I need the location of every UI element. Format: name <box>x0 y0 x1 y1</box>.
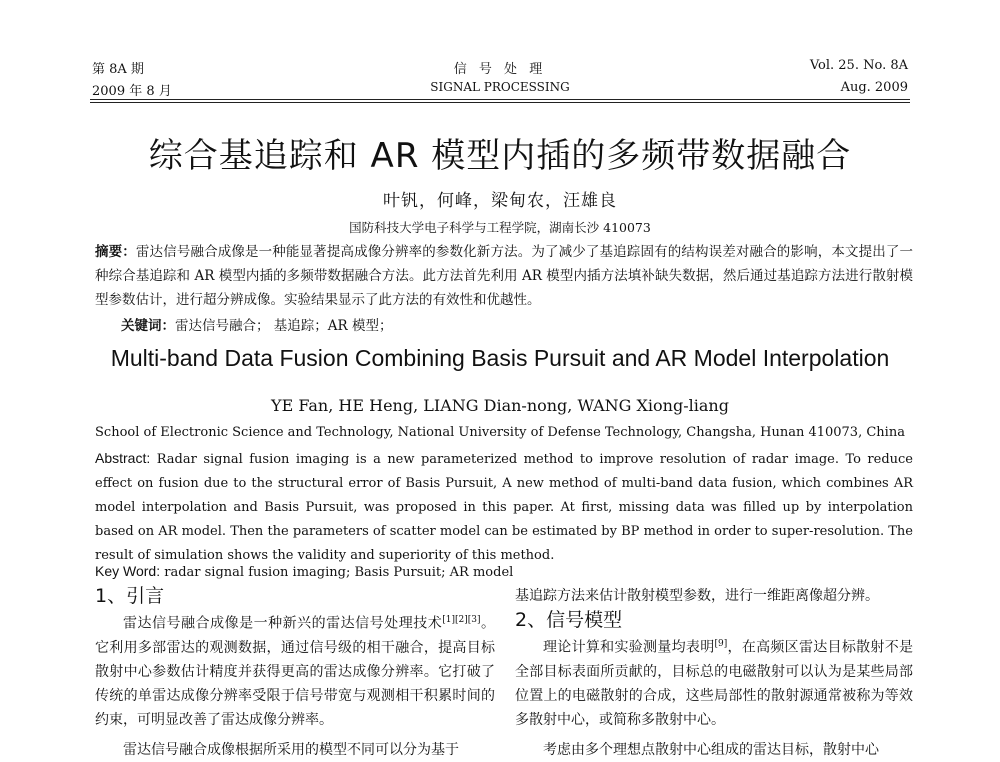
right-column <box>515 584 913 762</box>
paper-title-en: Multi-band Data Fusion Combining Basis Pursuit and AR Model Interpolation <box>110 345 890 371</box>
keywords-cn-text: 雷达信号融合； 基追踪；AR 模型； <box>175 318 393 334</box>
section-1-paragraph-2: 雷达信号融合成像根据所采用的模型不同可以分为基于 <box>123 741 459 758</box>
abstract-en-label: Abstract: <box>95 450 151 466</box>
section-2-paragraph-1 <box>515 632 913 732</box>
section-2-p1-text-a: 理论计算和实验测量均表明 <box>543 639 715 656</box>
section-1-paragraph-1 <box>95 608 495 732</box>
section-1-p1-text-b: 。它利用多部雷达的观测数据，通过信号级的相干融合，提高目标散射中心参数估计精度并获得更高的雷达成像分辨率。它打破了传统的单雷达成像分辨率受限于信号带宽与观测相干积累时间的约束，可明显改善了雷达成像分辨率。 <box>95 615 496 728</box>
citation-9: [9] <box>714 639 728 649</box>
issue-number: 第 8A 期 <box>92 62 144 77</box>
keywords-en-text: radar signal fusion imaging; Basis Pursuit; AR model <box>160 565 514 580</box>
abstract-cn-text: 雷达信号融合成像是一种能显著提高成像分辨率的参数化新方法。为了减少了基追踪固有的结构误差对融合的影响，本文提出了一种综合基追踪和 AR 模型内插的多频带数据融合方法。此方法首先利用 AR 模型内插方法填补缺失数据，然后通过基追踪方法进行散射模型参数估计，进行超分辨成像。实验结果显示了此方法的有效性和优越性。 <box>95 244 914 308</box>
header-rule-top <box>90 99 910 100</box>
authors-cn: 叶钒，何峰，梁甸农，汪雄良 <box>383 191 617 211</box>
section-2-p1-text-b: ，在高频区雷达目标散射不是全部目标表面所贡献的，目标总的电磁散射可以认为是某些局部位置上的电磁散射的合成，这些局部性的散射源通常被称为等效多散射中心，或简称多散射中心。 <box>515 639 914 728</box>
keywords-en <box>95 563 513 580</box>
journal-name-en: SIGNAL PROCESSING <box>430 80 570 94</box>
section-2-paragraph-2: 考虑由多个理想点散射中心组成的雷达目标，散射中心 <box>543 741 879 758</box>
section-1-p1-text-a: 雷达信号融合成像是一种新兴的雷达信号处理技术 <box>123 615 443 632</box>
citation-1-2-3: [1][2][3] <box>442 615 481 625</box>
publication-date-en: Aug. 2009 <box>840 80 908 95</box>
right-column-continuation: 基追踪方法来估计散射模型参数，进行一维距离像超分辨。 <box>515 588 879 604</box>
publication-date-cn: 2009 年 8 月 <box>92 84 172 99</box>
abstract-en-text: Radar signal fusion imaging is a new parameterized method to improve resolution of radar image. To reduce effect on fusion due to the structural error of Basis Pursuit, A new method of multi-band data fusion, which combines AR model interpolation and Basis Pursuit, was proposed in this paper. At first, missing data was filled up by interpolation based on AR model. Then the parameters of scatter model can be estimated by BP method in order to super-resolution. The result of simulation shows the validity and superiority of this method. <box>95 452 913 563</box>
affiliation-en: School of Electronic Science and Technology, National University of Defense Technology, Changsha, Hunan 410073, China <box>95 425 905 440</box>
section-2-heading: 2、信号模型 <box>515 609 623 631</box>
abstract-en <box>95 446 913 568</box>
authors-en: YE Fan, HE Heng, LIANG Dian-nong, WANG Xiong-liang <box>271 396 729 415</box>
keywords-en-label: Key Word: <box>95 563 161 579</box>
abstract-cn <box>95 240 913 312</box>
header-rule-bottom <box>90 102 910 103</box>
paper-title-cn: 综合基追踪和 AR 模型内插的多频带数据融合 <box>148 136 852 176</box>
abstract-cn-label: 摘要： <box>95 244 136 260</box>
volume-number: Vol. 25. No. 8A <box>809 58 908 73</box>
affiliation-cn: 国防科技大学电子科学与工程学院，湖南长沙 410073 <box>349 220 651 235</box>
keywords-cn-label: 关键词： <box>121 318 175 334</box>
section-1-heading: 1、引言 <box>95 585 165 607</box>
keywords-cn <box>95 314 913 338</box>
journal-name-cn: 信 号 处 理 <box>453 62 547 77</box>
left-column <box>95 584 495 762</box>
